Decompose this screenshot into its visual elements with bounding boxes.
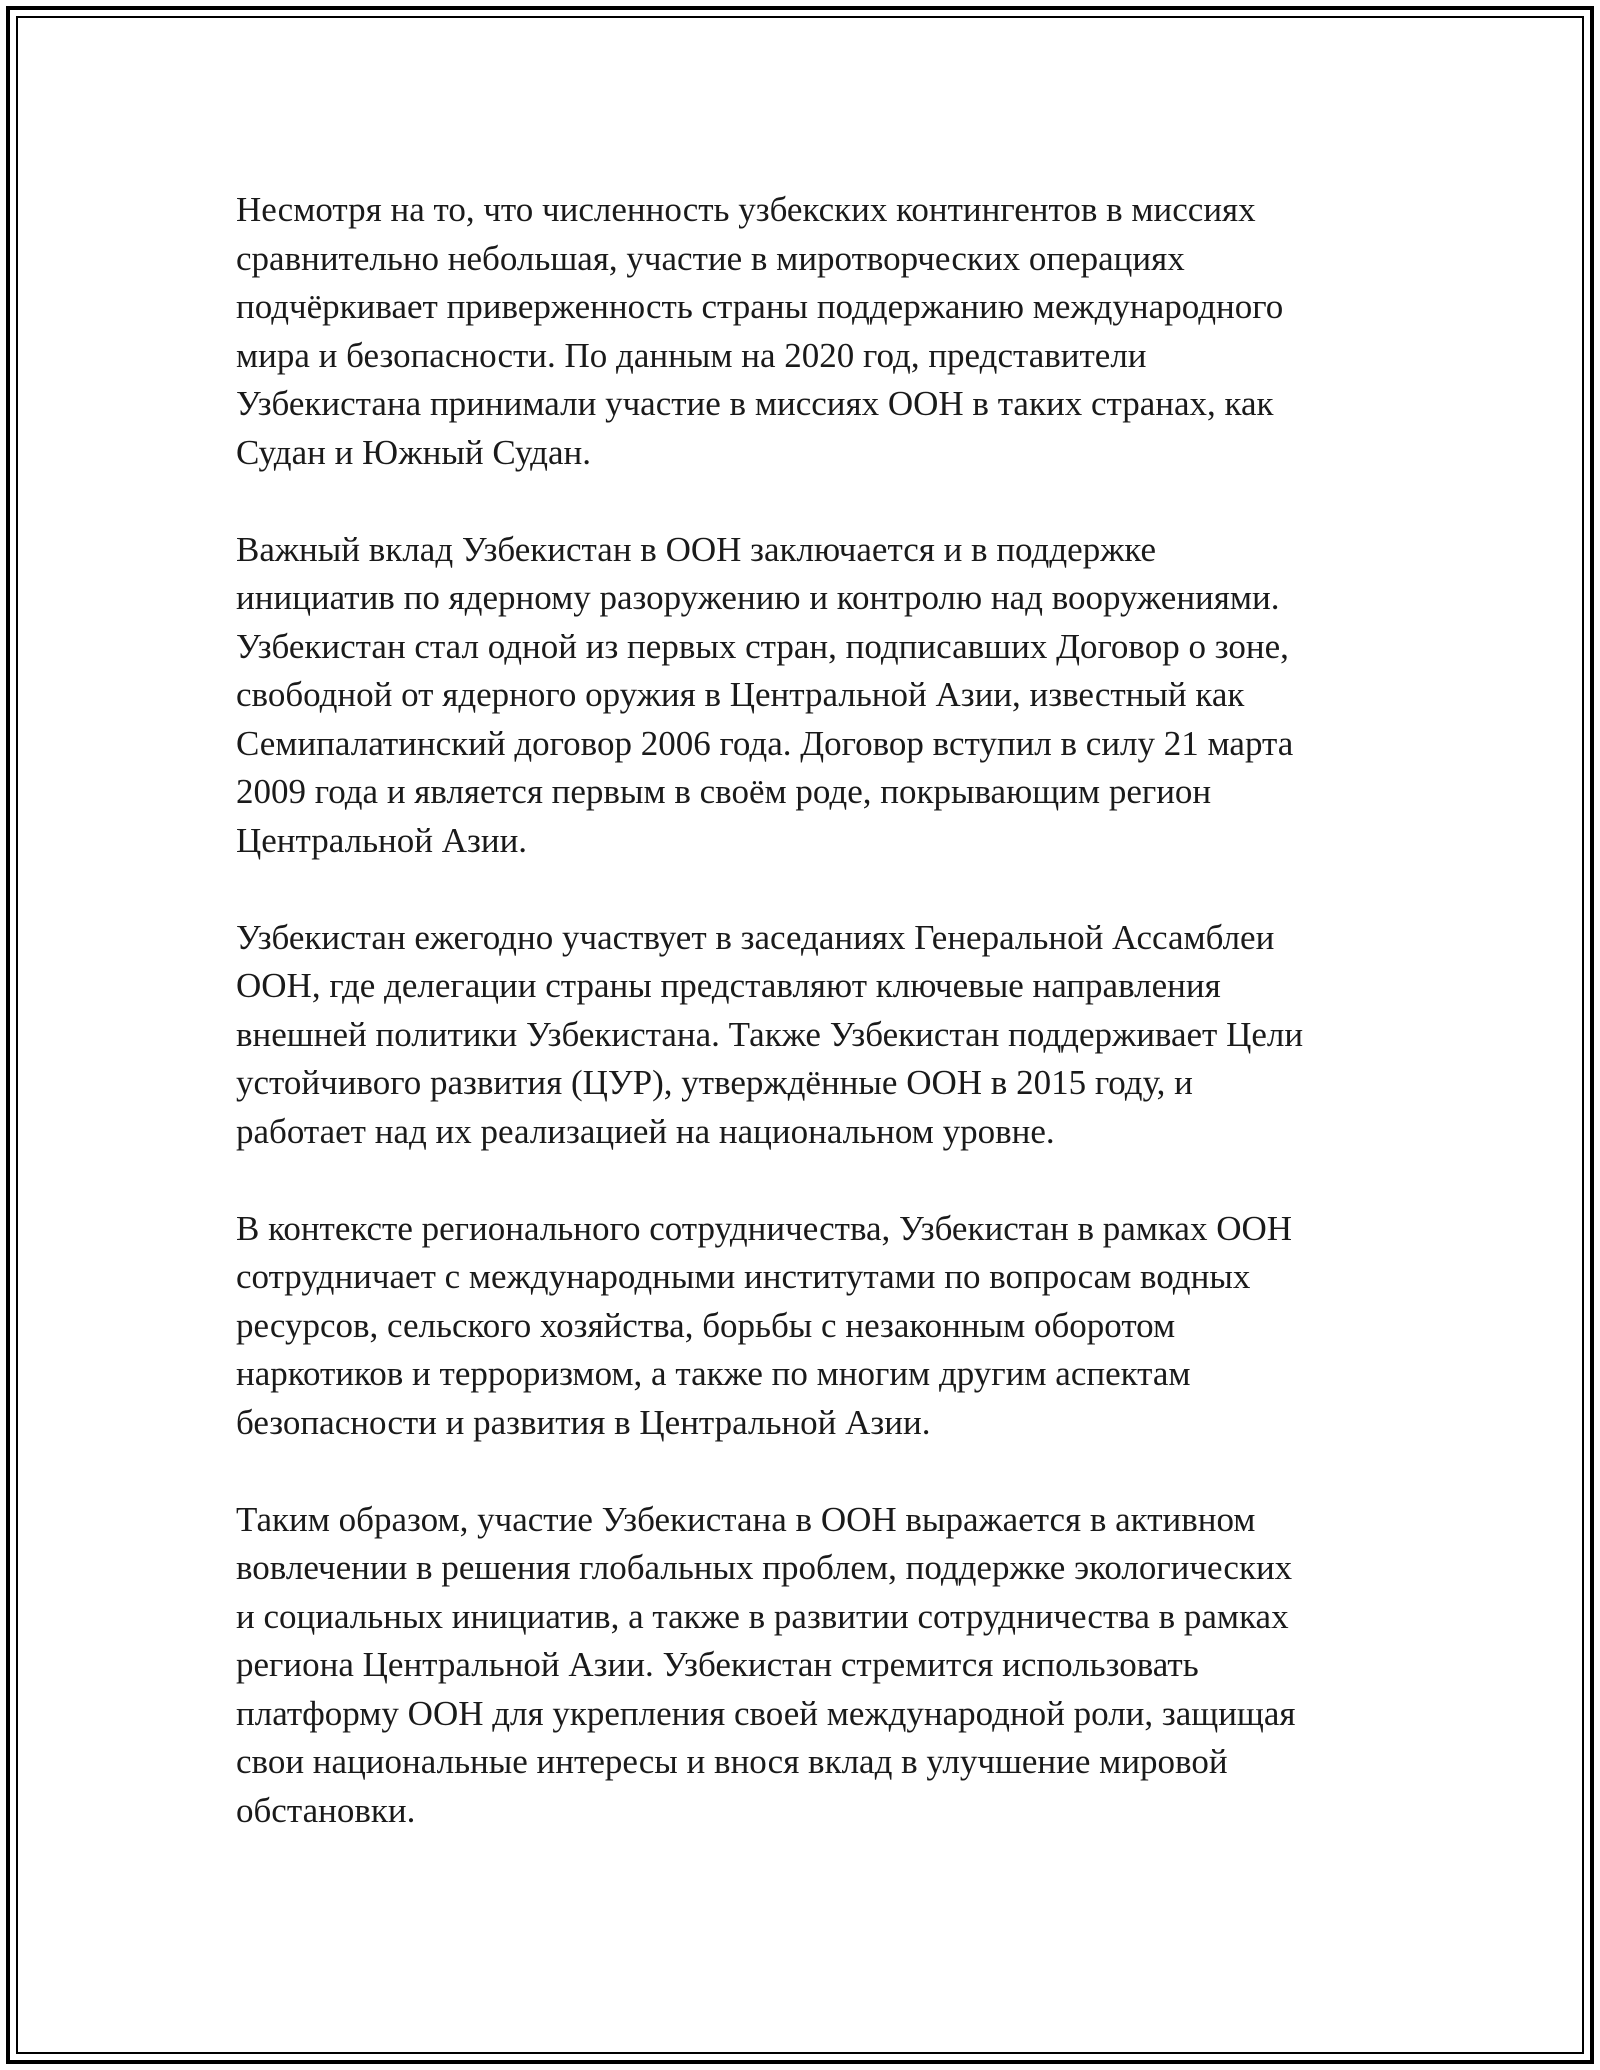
paragraph-regional-cooperation: В контексте регионального сотрудничества, Узбекистан в рамках ООН сотрудничает с международными институтами по вопросам водных ресурсов, сельского хозяйства, борьбы с незаконным оборотом наркотиков и терроризмом, а также по многим другим аспектам безопасности и развития в Центральной Азии.: [236, 1208, 1293, 1442]
paragraph-nuclear-disarmament: Важный вклад Узбекистан в ООН заключается и в поддержке инициатив по ядерному разоружению и контролю над вооружениями. Узбекистан стал одной из первых стран, подписавших Договор о зоне, свободной от ядерного оружия в Центральной Азии, известный как Семипалатинский договор 2006 года. Договор вступил в силу 21 марта 2009 года и является первым в своём роде, покрывающим регион Центральной Азии.: [236, 529, 1294, 860]
document-body: [236, 186, 1376, 1884]
paragraph-peacekeeping: Несмотря на то, что численность узбекских контингентов в миссиях сравнительно небольшая, участие в миротворческих операциях подчёркивает приверженность страны поддержанию международного мира и безопасности. По данным на 2020 год, представители Узбекистана принимали участие в миссиях ООН в таких странах, как Судан и Южный Судан.: [236, 190, 1284, 472]
paragraph-conclusion: Таким образом, участие Узбекистана в ООН выражается в активном вовлечении в решения глобальных проблем, поддержке экологических и социальных инициатив, а также в развитии сотрудничества в рамках региона Центральной Азии. Узбекистан стремится использовать платформу ООН для укрепления своей международной роли, защищая свои национальные интересы и внося вклад в улучшение мировой обстановки.: [236, 1499, 1296, 1830]
paragraph-general-assembly: Узбекистан ежегодно участвует в заседаниях Генеральной Ассамблеи ООН, где делегации страны представляют ключевые направления внешней политики Узбекистана. Также Узбекистан поддерживает Цели устойчивого развития (ЦУР), утверждённые ООН в 2015 году, и работает над их реализацией на национальном уровне.: [236, 917, 1304, 1151]
